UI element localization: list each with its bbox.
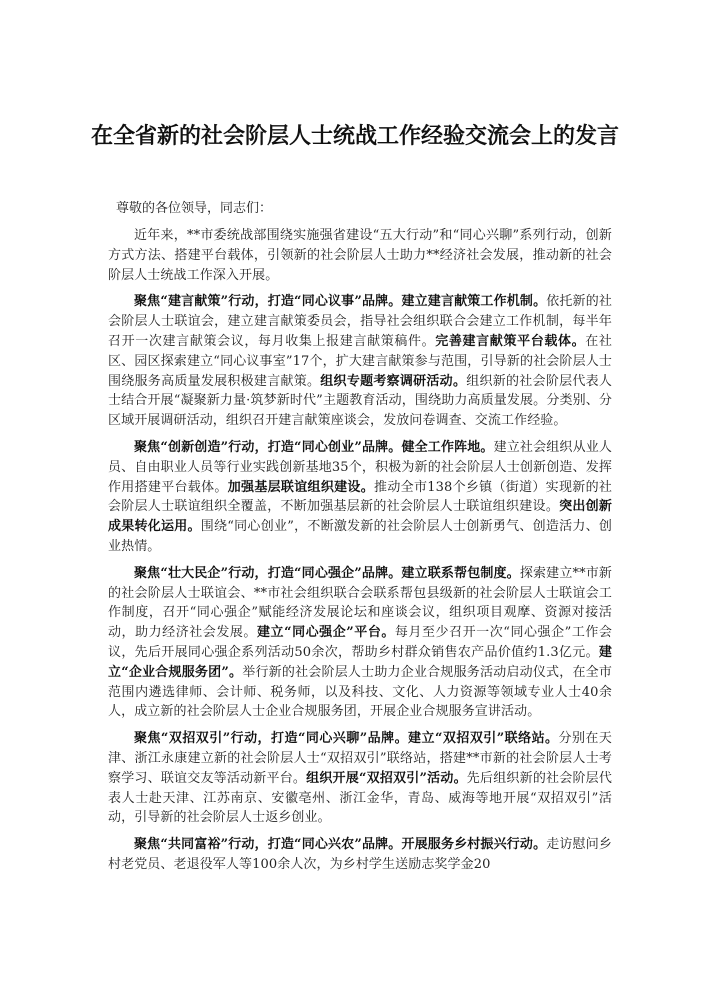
text-run: 分别在天津、浙江永康建立新的社会阶层人士“双招双引”联络站，搭建**市新的社会阶层人士考察学习、联谊交友等活动新平台。: [108, 731, 612, 786]
document-body: [108, 226, 612, 882]
bold-run: 组织专题考察调研活动。: [320, 373, 467, 389]
text-run: 近年来，**市委统战部围绕实施强省建设“五大行动”和“同心兴聊”系列行动，创新方式方法、搭建平台载体，引领新的社会阶层人士助力**经济社会发展，推动新的社会阶层人士统战工作深入开展。: [108, 228, 612, 283]
bold-run: 聚焦“创新创造”行动，打造“同心创业”品牌。健全工作阵地。: [134, 439, 494, 455]
text-run: 组织新的社会阶层代表人士结合开展“凝聚新力量·筑梦新时代”主题教育活动，围绕助力高质量发展。分类别、分区域开展调研活动，组织召开建言献策座谈会，发放问卷调查、交流工作经验。: [108, 373, 612, 429]
text-run: 先后组织新的社会阶层代表人士赴天津、江苏南京、安徽亳州、浙江金华，青岛、威海等地开展“双招双引”活动，引导新的社会阶层人士返乡创业。: [108, 770, 612, 826]
text-run: 探索建立**市新的社会阶层人士联谊会、**市社会组织联合会联系帮包县级新的社会阶层人士联谊会工作制度，召开“同心强企”赋能经济发展论坛和座谈会议，组织项目观摩、资源对接活动，助力经济社会发展。: [108, 565, 612, 641]
paragraph: [108, 729, 612, 828]
document-title: 在全省新的社会阶层人士统战工作经验交流会上的发言: [90, 124, 619, 149]
text-run: 围绕“同心创业”，不断激发新的社会阶层人士创新勇气、创造活力、创业热情。: [108, 519, 613, 554]
text-run: 推动全市138个乡镇（街道）实现新的社会阶层人士联谊组织全覆盖，不断加强基层新的社会阶层人士联谊组织建设。: [108, 479, 612, 515]
paragraph: [108, 835, 612, 875]
text-run: 在社区、园区探索建立“同心议事室”17个，扩大建言献策参与范围，引导新的社会阶层人士围绕服务高质量发展积极建言献策。: [108, 333, 613, 389]
paragraph: [108, 226, 612, 285]
bold-run: 聚焦“共同富裕”行动，打造“同心兴农”品牌。开展服务乡村振兴行动。: [134, 837, 547, 853]
greeting: 尊敬的各位领导，同志们：: [116, 201, 273, 216]
text-run: 走访慰问乡村老党员、老退役军人等100余人次，为乡村学生送励志奖学金20: [108, 837, 612, 872]
bold-run: 聚焦“壮大民企”行动，打造“同心强企”品牌。建立联系帮包制度。: [134, 565, 520, 581]
paragraph: [108, 564, 612, 722]
bold-run: 聚焦“建言献策”行动，打造“同心议事”品牌。建立建言献策工作机制。: [134, 294, 547, 310]
text-run: 建立社会组织从业人员、自由职业人员等行业实践创新基地35个，积极为新的社会阶层人士创新创造、发挥作用搭建平台载体。: [108, 439, 613, 495]
bold-run: 组织开展“双招双引”活动。: [306, 770, 467, 786]
text-run: 依托新的社会阶层人士联谊会，建立建言献策委员会，指导社会组织联合会建立工作机制，每半年召开一次建言献策会议，每月收集上报建言献策稿件。: [108, 294, 612, 349]
paragraph: [108, 292, 612, 431]
bold-run: 聚焦“双招双引”行动，打造“同心兴聊”品牌。建立“双招双引”联络站。: [134, 731, 559, 747]
bold-run: 建立“同心强企”平台。: [256, 625, 395, 641]
text-run: 每月至少召开一次“同心强企”工作会议，先后开展同心强企系列活动50余次，帮助乡村群众销售农产品价值约1.3亿元。: [108, 625, 612, 660]
bold-run: 完善建言献策平台载体。: [435, 333, 586, 349]
text-run: 举行新的社会阶层人士助力企业合规服务活动启动仪式，在全市范围内遴选律师、会计师、税务师，以及科技、文化、人力资源等领域专业人士40余人，成立新的社会阶层人士企业合规服务团，开展企业合规服务宣讲活动。: [108, 664, 612, 720]
bold-run: 加强基层联谊组织建设。: [227, 479, 375, 495]
paragraph: [108, 438, 612, 557]
bold-run: 建立“企业合规服务团”。: [108, 644, 612, 680]
bold-run: 突出创新成果转化运用。: [108, 499, 612, 535]
